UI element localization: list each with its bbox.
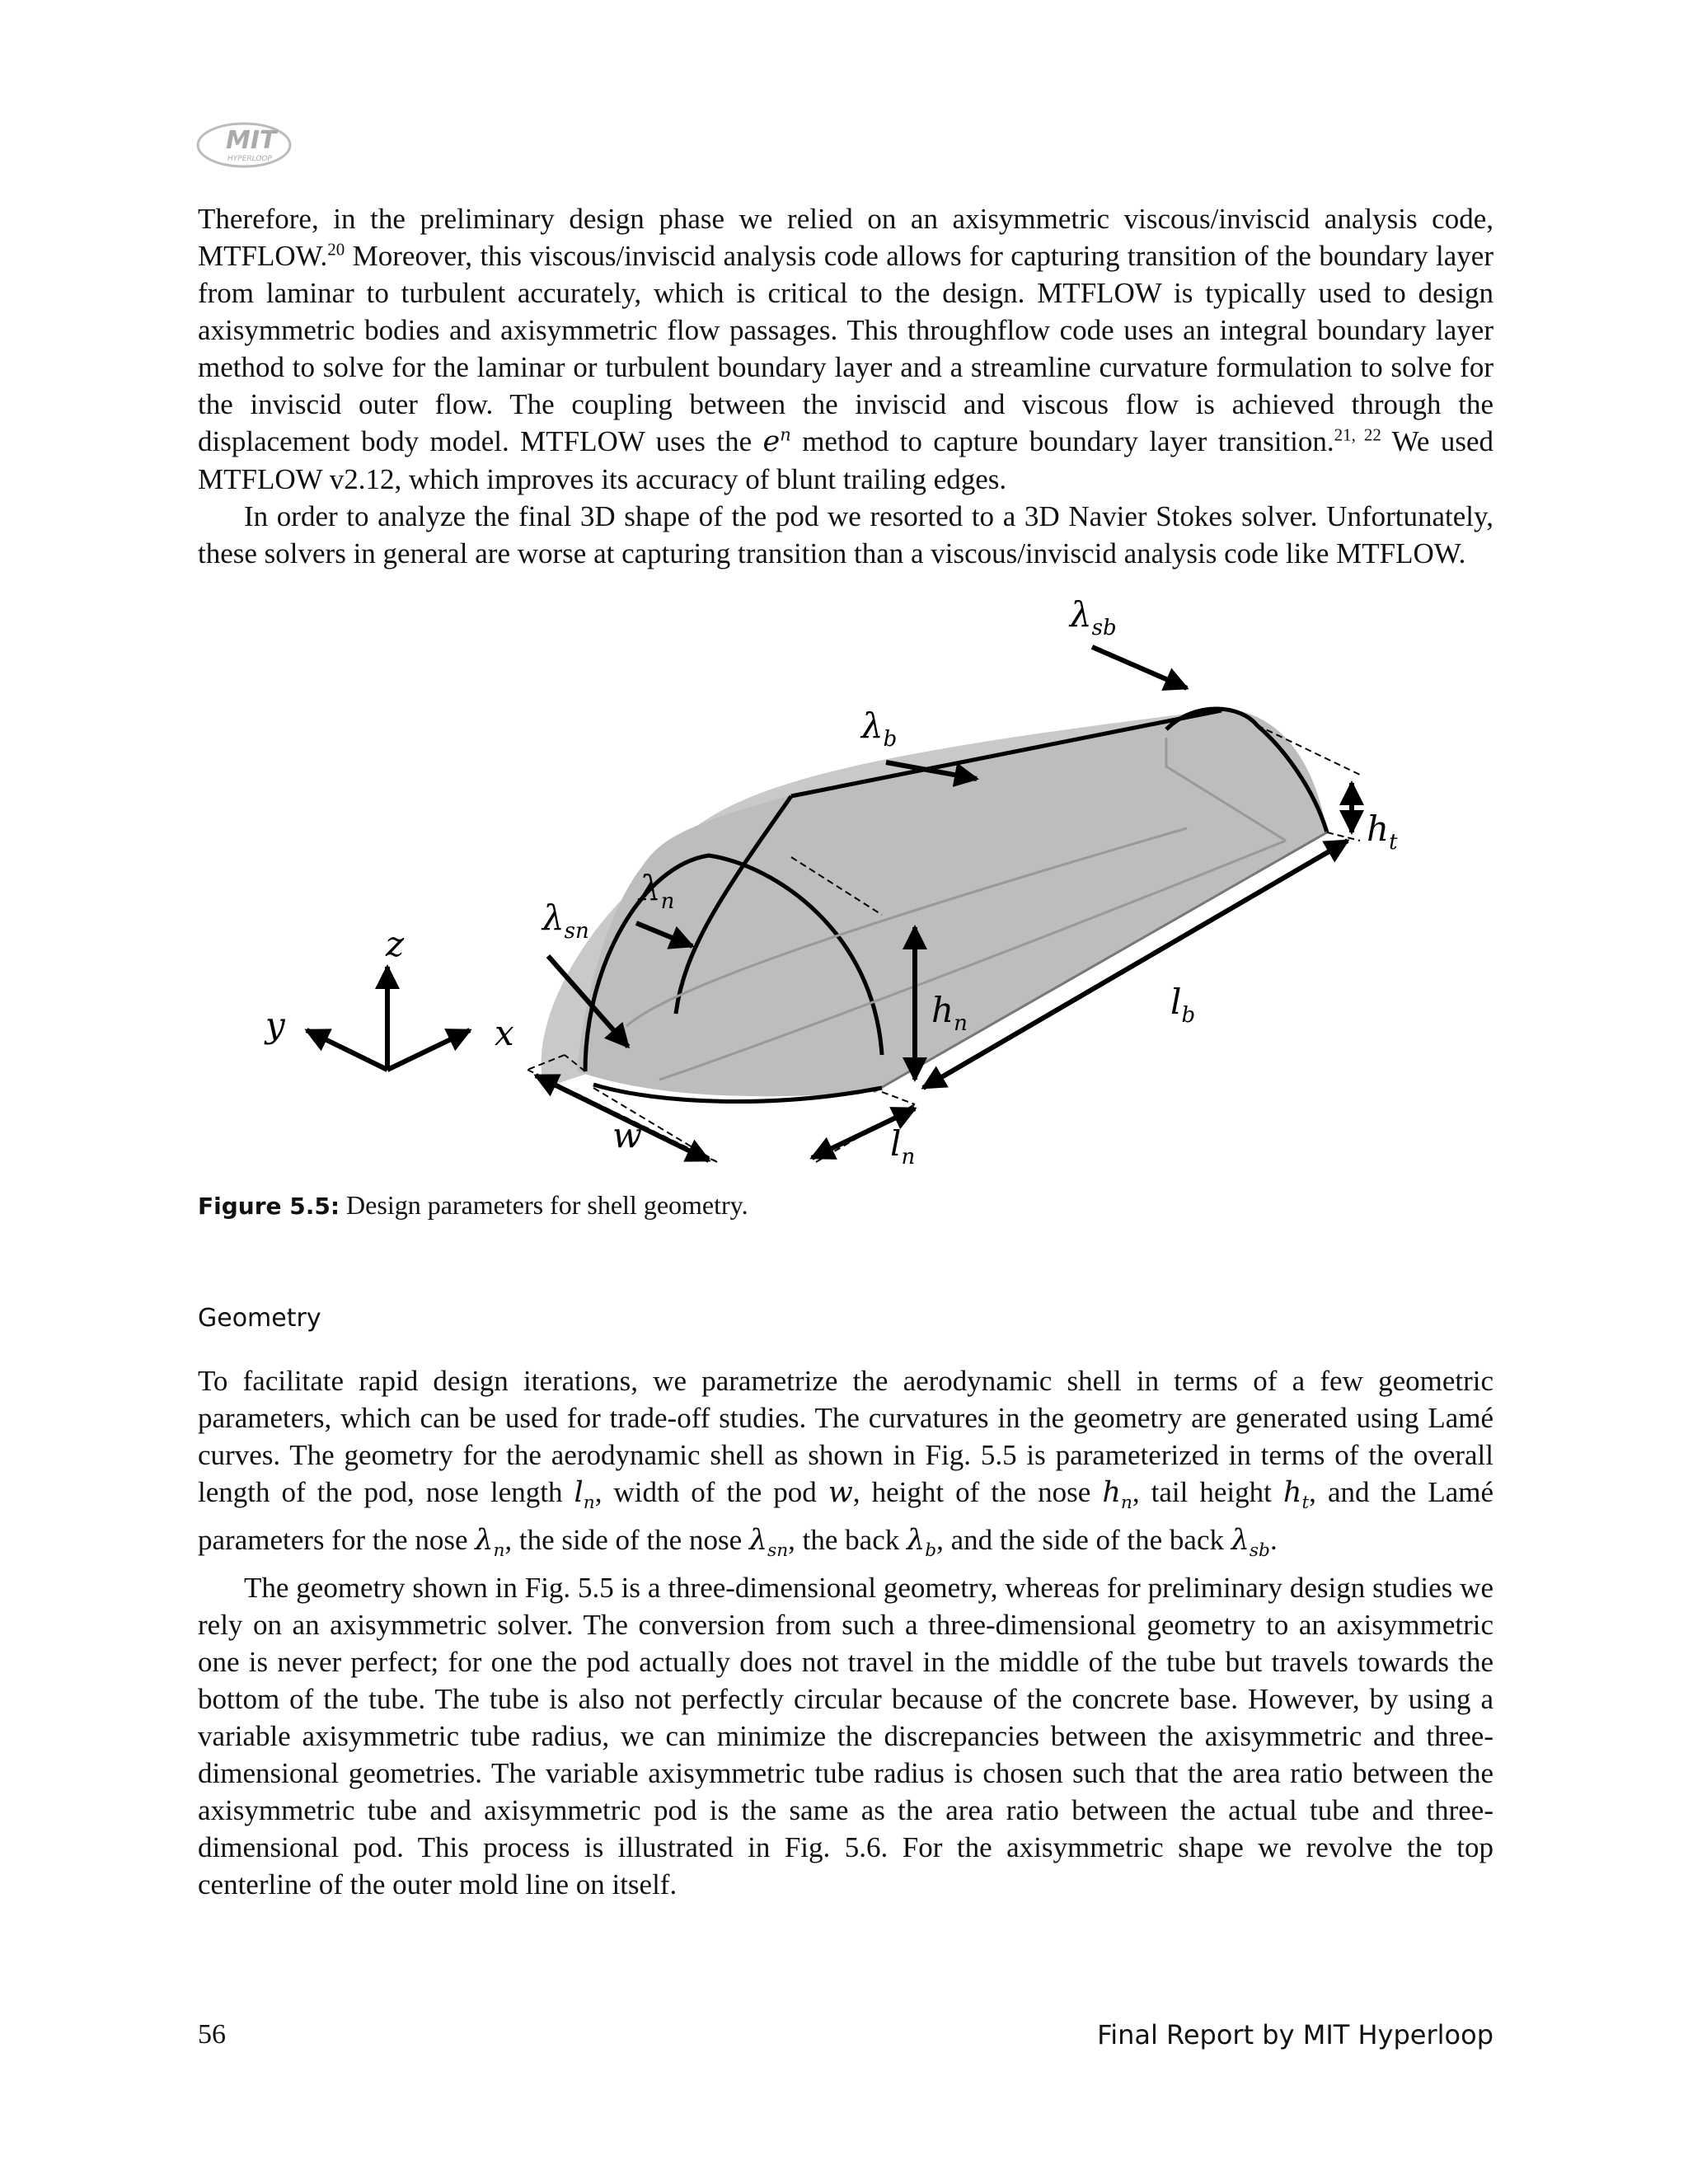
label-lambda-b: $\lambda_b$ (861, 705, 898, 752)
label-w: w (612, 1115, 642, 1155)
label-l-b: $l_b$ (1170, 982, 1196, 1028)
logo-subtext: HYPERLOOP (227, 155, 272, 163)
shell-diagram (198, 593, 1493, 1170)
label-lambda-sb: $\lambda_{sb}$ (1070, 594, 1117, 640)
figure-caption (198, 1190, 748, 1221)
shell-body (577, 709, 1327, 1096)
label-l-n: $l_n$ (890, 1123, 916, 1169)
mit-hyperloop-logo (195, 115, 302, 173)
caption-label: Figure 5.5: (198, 1193, 340, 1220)
label-axis-y: y (265, 1005, 285, 1045)
label-axis-z: z (386, 924, 405, 964)
report-title: Final Report by MIT Hyperloop (1097, 2019, 1493, 2050)
body-text-top (198, 200, 1493, 572)
label-lambda-n: $\lambda_n$ (639, 868, 675, 914)
label-h-t: $h_t$ (1367, 808, 1398, 855)
label-h-n: $h_n$ (931, 990, 968, 1036)
paragraph: To facilitate rapid design iterations, we parametrize the aerodynamic shell in terms of a few geometric parameters, which can be used for trade-off studies. The curvatures in the geometry are generated using Lamé curves. The geometry for the aerodynamic shell as shown in Fig. 5.5 is parameterized in terms of the overall length of the pod, nose length $l_n$, width of the pod w, height of the nose $h_n$, tail height $h_t$, and the Lamé parameters for the nose $\lambda_n$, the side of the nose $\lambda_{sn}$, the back $\lambda_b$, and the side of the back $\lambda_{sb}$. (198, 1365, 1494, 1561)
caption-text: Design parameters for shell geometry. (340, 1190, 748, 1220)
label-lambda-sn: $\lambda_{sn}$ (542, 898, 589, 944)
lambda-sb-arrow (1092, 647, 1187, 688)
coordinate-axes (307, 967, 470, 1070)
paragraph: In order to analyze the final 3D shape of the pod we resorted to a 3D Navier Stokes solver. Unfortunately, these solvers in general are worse at capturing transition than a viscous/inviscid analysis code like MTFLOW. (198, 500, 1493, 569)
section-heading: Geometry (198, 1304, 321, 1333)
label-axis-x: x (495, 1013, 514, 1053)
logo-text: MIT (226, 126, 277, 155)
page-number: 56 (198, 2019, 226, 2050)
body-text-bottom (198, 1362, 1493, 1903)
figure-shell-geometry (198, 593, 1493, 1170)
paragraph: Therefore, in the preliminary design phase we relied on an axisymmetric viscous/inviscid analysis code, MTFLOW.$^{20}$ Moreover, this viscous/inviscid analysis code allows for capturing transition of the boundary layer from laminar to turbulent accurately, which is critical to the design. MTFLOW is typically used to design axisymmetric bodies and axisymmetric flow passages. This throughflow code uses an integral boundary layer method to solve for the laminar or turbulent boundary layer and a streamline curvature formulation to solve for the inviscid outer flow. The coupling between the inviscid and viscous flow is achieved through the displacement body model. MTFLOW uses the $e^n$ method to capture boundary layer transition.$^{21, 22}$ We used MTFLOW v2.12, which improves its accuracy of blunt trailing edges. (198, 203, 1493, 495)
paragraph: The geometry shown in Fig. 5.5 is a three-dimensional geometry, whereas for preliminary design studies we rely on an axisymmetric solver. The conversion from such a three-dimensional geometry to an axisymmetric one is never perfect; for one the pod actually does not travel in the middle of the tube but travels towards the bottom of the tube. The tube is also not perfectly circular because of the concrete base. However, by using a variable axisymmetric tube radius, we can minimize the discrepancies between the axisymmetric and three-dimensional geometries. The variable axisymmetric tube radius is chosen such that the area ratio between the axisymmetric tube and axisymmetric pod is the same as the area ratio between the actual tube and three-dimensional pod. This process is illustrated in Fig. 5.6. For the axisymmetric shape we revolve the top centerline of the outer mold line on itself. (198, 1572, 1493, 1900)
